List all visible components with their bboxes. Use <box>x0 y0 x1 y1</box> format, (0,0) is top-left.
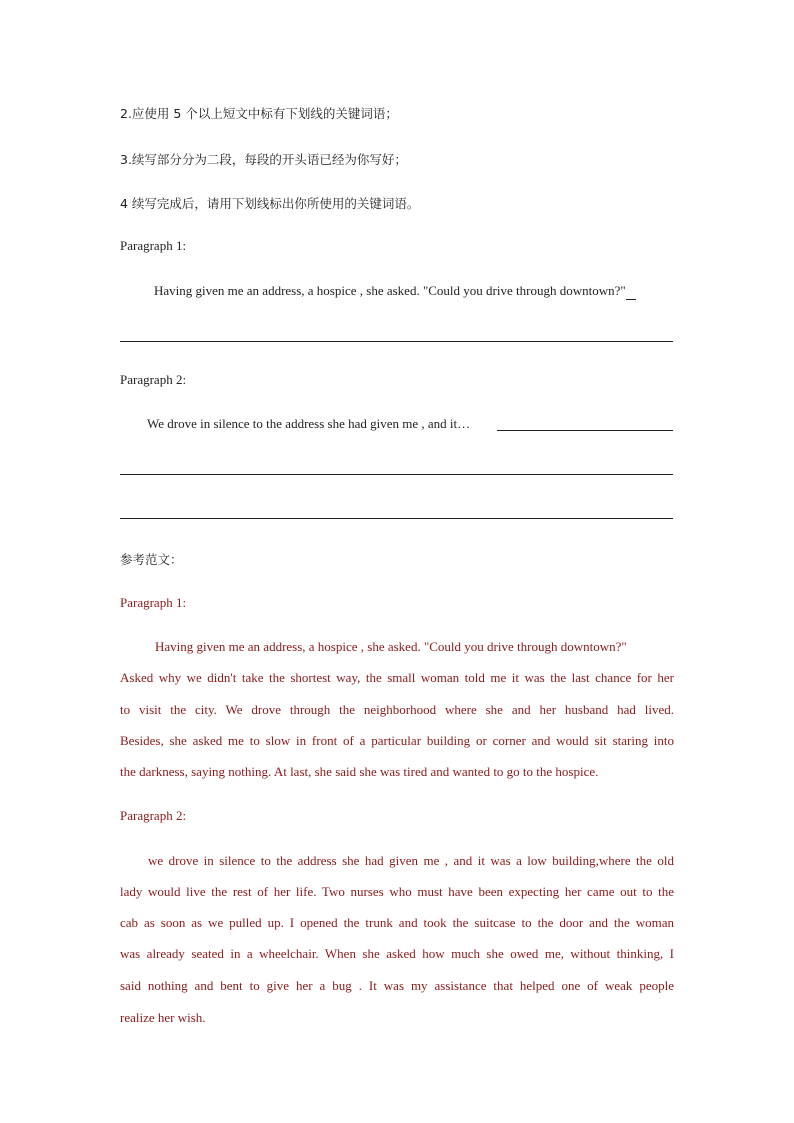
sample-paragraph-2-label: Paragraph 2: <box>120 808 187 823</box>
sample-paragraph-1-label: Paragraph 1: <box>120 595 187 610</box>
task-paragraph-1-label: Paragraph 1: <box>120 238 187 253</box>
sample-paragraph-1-line: the darkness, saying nothing. At last, she said she was tired and wanted to go to the hospice. <box>120 764 599 779</box>
task-paragraph-1-line <box>154 283 636 300</box>
answer-line[interactable] <box>120 474 673 475</box>
task-paragraph-2-opening: We drove in silence to the address she had given me , and it… <box>147 416 471 431</box>
sample-paragraph-2-line: was already seated in a wheelchair. When she asked how much she owed me, without thinking, I <box>120 946 674 961</box>
sample-paragraph-2-line: we drove in silence to the address she had given me , and it was a low building,where the old <box>148 853 674 868</box>
sample-paragraph-1-line: Having given me an address, a hospice , she asked. "Could you drive through downtown?" <box>155 639 627 654</box>
sample-paragraph-1-line: Besides, she asked me to slow in front of a particular building or corner and would sit staring into <box>120 733 674 748</box>
instruction-item-3: 3.续写部分分为二段，每段的开头语已经为你写好； <box>120 152 407 167</box>
sample-paragraph-1-line: Asked why we didn't take the shortest way, the small woman told me it was the last chance for her <box>120 670 674 685</box>
answer-line[interactable] <box>120 518 673 519</box>
sample-paragraph-1-line: to visit the city. We drove through the neighborhood where she and her husband had lived. <box>120 702 674 717</box>
answer-blank[interactable] <box>626 283 636 300</box>
task-paragraph-2-label: Paragraph 2: <box>120 372 187 387</box>
sample-paragraph-2-line: cab as soon as we pulled up. I opened the trunk and took the suitcase to the door and the woman <box>120 915 674 930</box>
task-paragraph-1-opening: Having given me an address, a hospice , she asked. "Could you drive through downtown?" <box>154 283 626 298</box>
instruction-item-2: 2.应使用 5 个以上短文中标有下划线的关键词语； <box>120 106 398 121</box>
task-paragraph-2-line <box>147 416 470 432</box>
answer-blank[interactable] <box>497 430 673 431</box>
sample-heading: 参考范文： <box>120 552 183 567</box>
answer-line[interactable] <box>120 341 673 342</box>
sample-paragraph-2-line: realize her wish. <box>120 1010 206 1025</box>
sample-paragraph-2-line: said nothing and bent to give her a bug . It was my assistance that helped one of weak people <box>120 978 674 993</box>
sample-paragraph-2-line: lady would live the rest of her life. Two nurses who must have been expecting her came out to the <box>120 884 674 899</box>
instruction-item-4: 4 续写完成后，请用下划线标出你所使用的关键词语。 <box>120 196 420 211</box>
